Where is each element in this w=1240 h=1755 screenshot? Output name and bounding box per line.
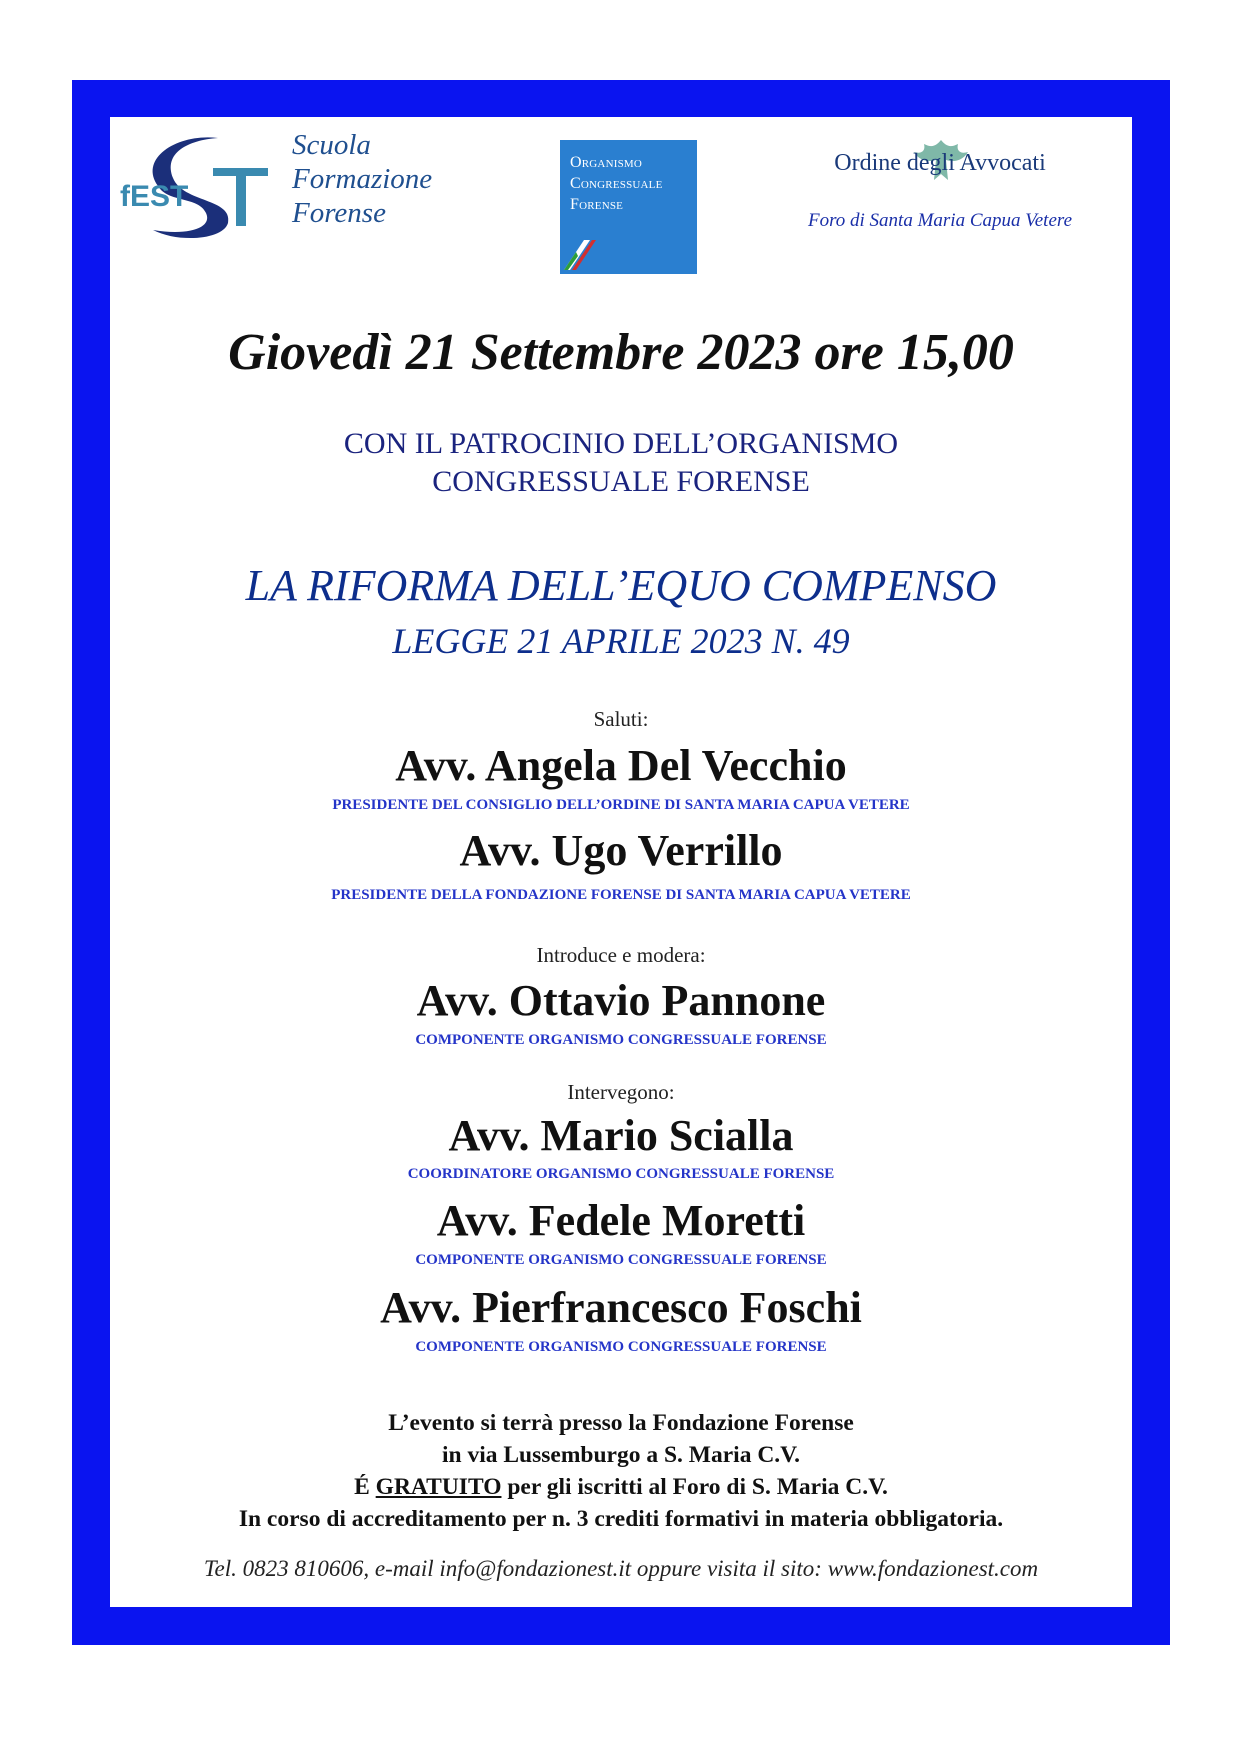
- info-line-3-pre: É: [354, 1474, 376, 1500]
- saluti-label: Saluti:: [593, 707, 649, 731]
- info-line-3: [110, 1471, 1132, 1503]
- ocf-flag-icon: [562, 236, 598, 272]
- speaker-name: Avv. Pierfrancesco Foschi: [380, 1283, 862, 1332]
- speaker-name: Avv. Ugo Verrillo: [459, 826, 783, 875]
- ocf-line-1: Organismo: [570, 154, 643, 171]
- info-free-highlight: GRATUITO: [375, 1474, 502, 1500]
- event-date: Giovedì 21 Settembre 2023 ore 15,00: [228, 324, 1014, 381]
- speaker-role: PRESIDENTE DEL CONSIGLIO DELL’ORDINE DI SANTA MARIA CAPUA VETERE: [332, 797, 910, 813]
- info-line-1: L’evento si terrà presso la Fondazione Forense: [388, 1410, 854, 1436]
- speaker-role: COMPONENTE ORGANISMO CONGRESSUALE FORENSE: [415, 1252, 827, 1268]
- fest-logo-text: [292, 128, 432, 230]
- ordine-title: Ordine degli Avvocati: [834, 150, 1046, 176]
- patrocinio-line-1: CON IL PATROCINIO DELL’ORGANISMO: [343, 427, 899, 460]
- speaker-name: Avv. Ottavio Pannone: [416, 976, 826, 1025]
- speaker-role: PRESIDENTE DELLA FONDAZIONE FORENSE DI SANTA MARIA CAPUA VETERE: [331, 887, 911, 903]
- ordine-subtitle: Foro di Santa Maria Capua Vetere: [807, 210, 1073, 231]
- ocf-logo-text: [570, 152, 663, 215]
- speaker-role: COORDINATORE ORGANISMO CONGRESSUALE FORENSE: [407, 1166, 835, 1182]
- fest-line-1: Scuola: [292, 129, 371, 161]
- fest-line-2: Formazione: [292, 163, 433, 195]
- fest-line-3: Forense: [292, 197, 386, 229]
- patrocinio: [110, 425, 1132, 501]
- speaker-name: Avv. Fedele Moretti: [436, 1196, 806, 1245]
- ocf-line-2: Congressuale: [570, 175, 663, 192]
- info-line-2: in via Lussemburgo a S. Maria C.V.: [442, 1442, 800, 1468]
- interventi-label: Intervegono:: [567, 1080, 675, 1104]
- modera-label: Introduce e modera:: [536, 943, 706, 967]
- speaker-role: COMPONENTE ORGANISMO CONGRESSUALE FORENSE: [415, 1032, 827, 1048]
- contact-line: Tel. 0823 810606, e-mail info@fondazionest.it oppure visita il sito: www.fondazionest.com: [203, 1556, 1039, 1581]
- info-line-3-post: per gli iscritti al Foro di S. Maria C.V.: [501, 1474, 888, 1500]
- info-line-4: In corso di accreditamento per n. 3 crediti formativi in materia obbligatoria.: [238, 1506, 1004, 1532]
- event-title: LA RIFORMA DELL’EQUO COMPENSO: [245, 561, 997, 610]
- event-subtitle: LEGGE 21 APRILE 2023 N. 49: [392, 621, 850, 661]
- patrocinio-line-2: CONGRESSUALE FORENSE: [432, 465, 810, 498]
- speaker-name: Avv. Angela Del Vecchio: [395, 741, 847, 790]
- fest-logo-letters: fEST: [120, 180, 189, 213]
- speaker-role: COMPONENTE ORGANISMO CONGRESSUALE FORENSE: [415, 1339, 827, 1355]
- speaker-name: Avv. Mario Scialla: [448, 1111, 794, 1160]
- event-info: [110, 1407, 1132, 1535]
- ocf-line-3: Forense: [570, 196, 624, 213]
- ocf-logo: [560, 140, 697, 274]
